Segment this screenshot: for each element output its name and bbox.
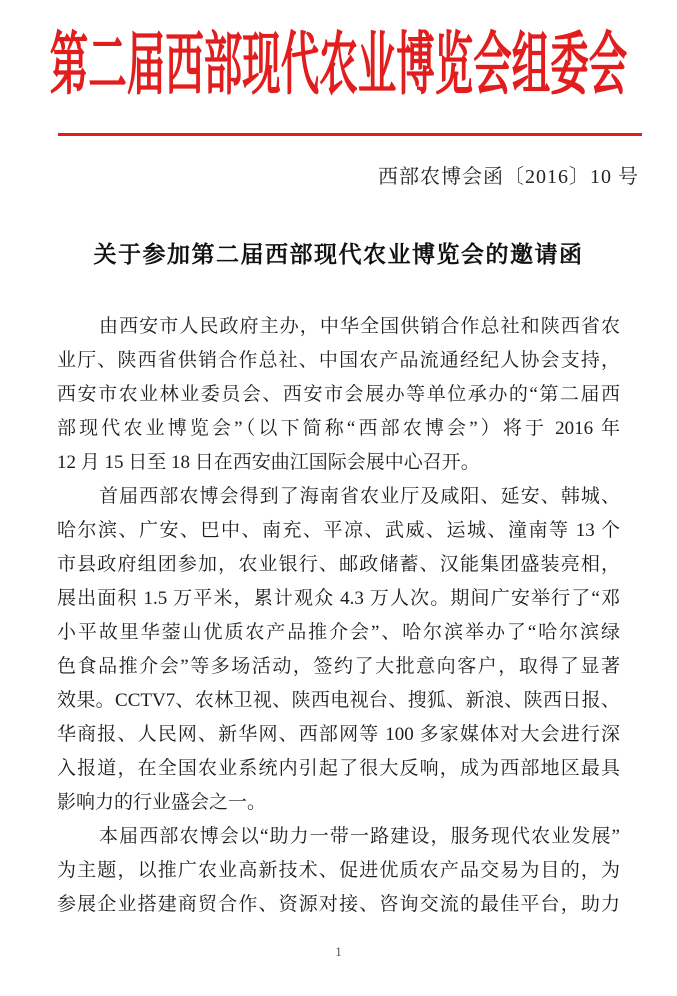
body-line: 华商报、人民网、新华网、西部网等 100 多家媒体对大会进行深 (57, 724, 620, 745)
body-text (57, 310, 620, 922)
body-line: 西安市农业林业委员会、西安市会展办等单位承办的“第二届西 (57, 384, 620, 405)
letterhead-org-title: 第二届西部现代农业博览会组委会 (49, 28, 628, 104)
letterhead-divider (58, 133, 642, 136)
body-line: 由西安市人民政府主办，中华全国供销合作总社和陕西省农 (99, 316, 620, 337)
body-line: 色食品推介会”等多场活动，签约了大批意向客户，取得了显著 (57, 656, 620, 677)
body-line: 首届西部农博会得到了海南省农业厅及咸阳、延安、韩城、 (99, 486, 620, 507)
body-line: 影响力的行业盛会之一。 (57, 792, 267, 813)
body-line: 小平故里华蓥山优质农产品推介会”、哈尔滨举办了“哈尔滨绿 (57, 622, 620, 643)
body-line: 展出面积 1.5 万平米，累计观众 4.3 万人次。期间广安举行了“邓 (57, 588, 620, 609)
body-line: 市县政府组团参加，农业银行、邮政储蓄、汉能集团盛装亮相， (57, 554, 620, 575)
body-line: 为主题，以推广农业高新技术、促进优质农产品交易为目的，为 (57, 860, 620, 881)
body-line: 参展企业搭建商贸合作、资源对接、咨询交流的最佳平台，助力 (57, 894, 620, 915)
body-line: 入报道，在全国农业系统内引起了很大反响，成为西部地区最具 (57, 758, 620, 779)
body-line: 部现代农业博览会”（以下简称“西部农博会”）将于 2016 年 (57, 418, 620, 439)
body-line: 本届西部农博会以“助力一带一路建设，服务现代农业发展” (99, 826, 620, 847)
letterhead (30, 14, 647, 106)
page-number: 1 (335, 944, 342, 959)
body-line: 12 月 15 日至 18 日在西安曲江国际会展中心召开。 (57, 452, 480, 473)
document-subject-title: 关于参加第二届西部现代农业博览会的邀请函 (93, 241, 584, 267)
document-number: 西部农博会函〔2016〕10 号 (378, 166, 639, 188)
body-line: 效果。CCTV7、农林卫视、陕西电视台、搜狐、新浪、陕西日报、 (57, 690, 620, 711)
body-line: 哈尔滨、广安、巴中、南充、平凉、武威、运城、潼南等 13 个 (57, 520, 620, 541)
body-line: 业厅、陕西省供销合作总社、中国农产品流通经纪人协会支持， (57, 350, 620, 371)
